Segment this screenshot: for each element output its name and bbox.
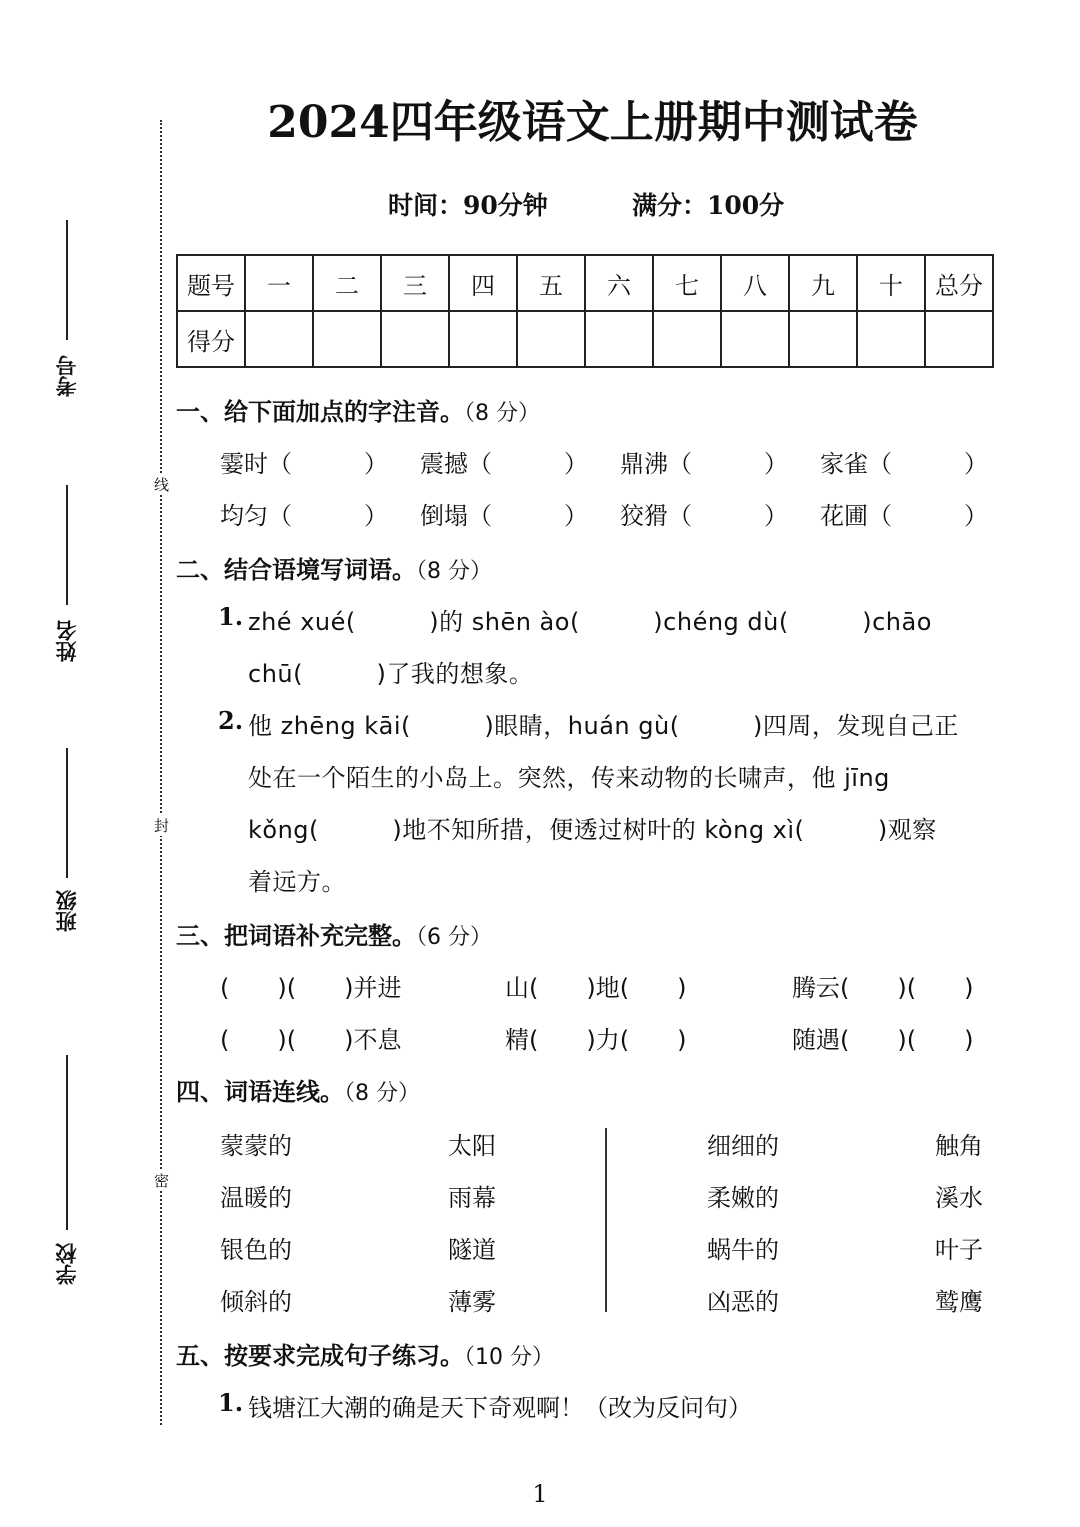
s3-idiom-item[interactable]: 精( )力( )	[505, 1026, 687, 1054]
s3-idiom-item[interactable]: 腾云( )( )	[792, 974, 974, 1002]
school-field	[52, 1055, 82, 1295]
section-3-points: （6 分）	[416, 925, 492, 950]
class-label: 班级	[55, 890, 79, 932]
score-table-cell: 六	[585, 255, 653, 311]
binding-dotted-line	[160, 120, 162, 1425]
s2-q1-line[interactable]: chū( )了我的想象。	[248, 660, 534, 688]
s2-q1-number: 1.	[218, 602, 244, 631]
score-input-cell[interactable]	[449, 311, 517, 367]
score-table-cell: 总分	[925, 255, 993, 311]
section-4-heading	[176, 1072, 420, 1107]
section-2-points: （8 分）	[416, 559, 492, 584]
s2-q1-line[interactable]: zhé xué( )的 shēn ào( )chéng dù( )chāo	[248, 608, 932, 636]
s4-right-noun[interactable]: 触角	[935, 1132, 983, 1160]
score-row-label: 得分	[177, 311, 245, 367]
s1-item[interactable]: 震撼（ ）	[420, 450, 588, 478]
s3-idiom-item[interactable]: ( )( )不息	[220, 1026, 402, 1054]
s5-q1-number: 1.	[218, 1388, 244, 1417]
s2-q2-line[interactable]: kǒng( )地不知所措，便透过树叶的 kòng xì( )观察	[248, 816, 937, 844]
score-input-cell[interactable]	[721, 311, 789, 367]
score-table-cell: 题号	[177, 255, 245, 311]
s4-divider	[605, 1128, 607, 1312]
s1-item[interactable]: 鼎沸（ ）	[620, 450, 788, 478]
score-input-cell[interactable]	[245, 311, 313, 367]
s4-left-adjective[interactable]: 银色的	[220, 1236, 292, 1264]
s4-left-adjective[interactable]: 倾斜的	[220, 1288, 292, 1316]
score-table-score-row	[177, 311, 993, 367]
s2-q2-line: 着远方。	[248, 868, 346, 896]
s4-right-adjective[interactable]: 柔嫩的	[707, 1184, 779, 1212]
score-input-cell[interactable]	[381, 311, 449, 367]
s1-item[interactable]: 霎时（ ）	[220, 450, 388, 478]
s4-right-noun[interactable]: 叶子	[935, 1236, 983, 1264]
s1-item[interactable]: 家雀（ ）	[820, 450, 988, 478]
exam-number-label: 考号	[55, 355, 79, 397]
section-5-title: 五、按要求完成句子练习。	[176, 1342, 464, 1370]
seal-text-xian: 线	[151, 474, 172, 495]
name-label: 姓名	[55, 620, 79, 662]
s4-left-noun[interactable]: 雨幕	[448, 1184, 496, 1212]
s3-idiom-item[interactable]: 随遇( )( )	[792, 1026, 974, 1054]
s4-right-noun[interactable]: 鹫鹰	[935, 1288, 983, 1316]
s2-q2-number: 2.	[218, 706, 244, 735]
score-input-cell[interactable]	[789, 311, 857, 367]
score-table-cell: 三	[381, 255, 449, 311]
section-2-title: 二、结合语境写词语。	[176, 556, 416, 584]
section-4-points: （8 分）	[344, 1081, 420, 1106]
s4-left-noun[interactable]: 薄雾	[448, 1288, 496, 1316]
section-3-heading	[176, 916, 492, 951]
s1-item[interactable]: 花圃（ ）	[820, 502, 988, 530]
s1-item[interactable]: 狡猾（ ）	[620, 502, 788, 530]
score-table-cell: 十	[857, 255, 925, 311]
s4-left-noun[interactable]: 隧道	[448, 1236, 496, 1264]
s4-right-adjective[interactable]: 细细的	[707, 1132, 779, 1160]
score-table-cell: 七	[653, 255, 721, 311]
s2-q2-line[interactable]: 处在一个陌生的小岛上。突然，传来动物的长啸声，他 jīng	[248, 764, 890, 792]
s4-left-noun[interactable]: 太阳	[448, 1132, 496, 1160]
class-field	[52, 748, 82, 948]
s2-q2-line[interactable]: 他 zhēng kāi( )眼睛，huán gù( )四周，发现自己正	[248, 712, 959, 740]
s4-right-adjective[interactable]: 蜗牛的	[707, 1236, 779, 1264]
score-table-header-row	[177, 255, 993, 311]
name-field	[52, 485, 82, 685]
score-input-cell[interactable]	[517, 311, 585, 367]
page-number: 1	[532, 1480, 548, 1508]
score-table-cell: 二	[313, 255, 381, 311]
score-input-cell[interactable]	[857, 311, 925, 367]
s4-right-noun[interactable]: 溪水	[935, 1184, 983, 1212]
s3-idiom-item[interactable]: ( )( )并进	[220, 974, 402, 1002]
school-blank[interactable]	[66, 1055, 68, 1230]
score-input-cell[interactable]	[585, 311, 653, 367]
exam-number-field	[52, 220, 82, 420]
full-score: 满分：100分	[632, 191, 785, 220]
seal-text-mi: 密	[151, 1170, 172, 1191]
score-table-cell: 五	[517, 255, 585, 311]
exam-time: 时间：90分钟	[388, 191, 548, 220]
s4-left-adjective[interactable]: 蒙蒙的	[220, 1132, 292, 1160]
name-blank[interactable]	[66, 485, 68, 605]
score-input-cell[interactable]	[313, 311, 381, 367]
score-table-cell: 九	[789, 255, 857, 311]
class-blank[interactable]	[66, 748, 68, 878]
section-1-title: 一、给下面加点的字注音。	[176, 398, 464, 426]
score-table-cell: 八	[721, 255, 789, 311]
section-5-heading	[176, 1336, 554, 1371]
score-table	[176, 254, 994, 368]
score-table-cell: 四	[449, 255, 517, 311]
section-1-heading	[176, 392, 540, 427]
exam-number-blank[interactable]	[66, 220, 68, 340]
seal-text-feng: 封	[151, 815, 172, 836]
section-3-title: 三、把词语补充完整。	[176, 922, 416, 950]
s4-left-adjective[interactable]: 温暖的	[220, 1184, 292, 1212]
section-5-points: （10 分）	[464, 1345, 554, 1370]
section-1-points: （8 分）	[464, 401, 540, 426]
score-table-cell: 一	[245, 255, 313, 311]
s1-item[interactable]: 倒塌（ ）	[420, 502, 588, 530]
s1-item[interactable]: 均匀（ ）	[220, 502, 388, 530]
section-4-title: 四、词语连线。	[176, 1078, 344, 1106]
s5-q1-text: 钱塘江大潮的确是天下奇观啊！（改为反问句）	[248, 1394, 752, 1422]
s3-idiom-item[interactable]: 山( )地( )	[505, 974, 687, 1002]
score-input-cell[interactable]	[653, 311, 721, 367]
s4-right-adjective[interactable]: 凶恶的	[707, 1288, 779, 1316]
page-title: 2024四年级语文上册期中测试卷	[267, 97, 918, 148]
school-label: 学校	[55, 1243, 79, 1285]
score-input-cell[interactable]	[925, 311, 993, 367]
section-2-heading	[176, 550, 492, 585]
